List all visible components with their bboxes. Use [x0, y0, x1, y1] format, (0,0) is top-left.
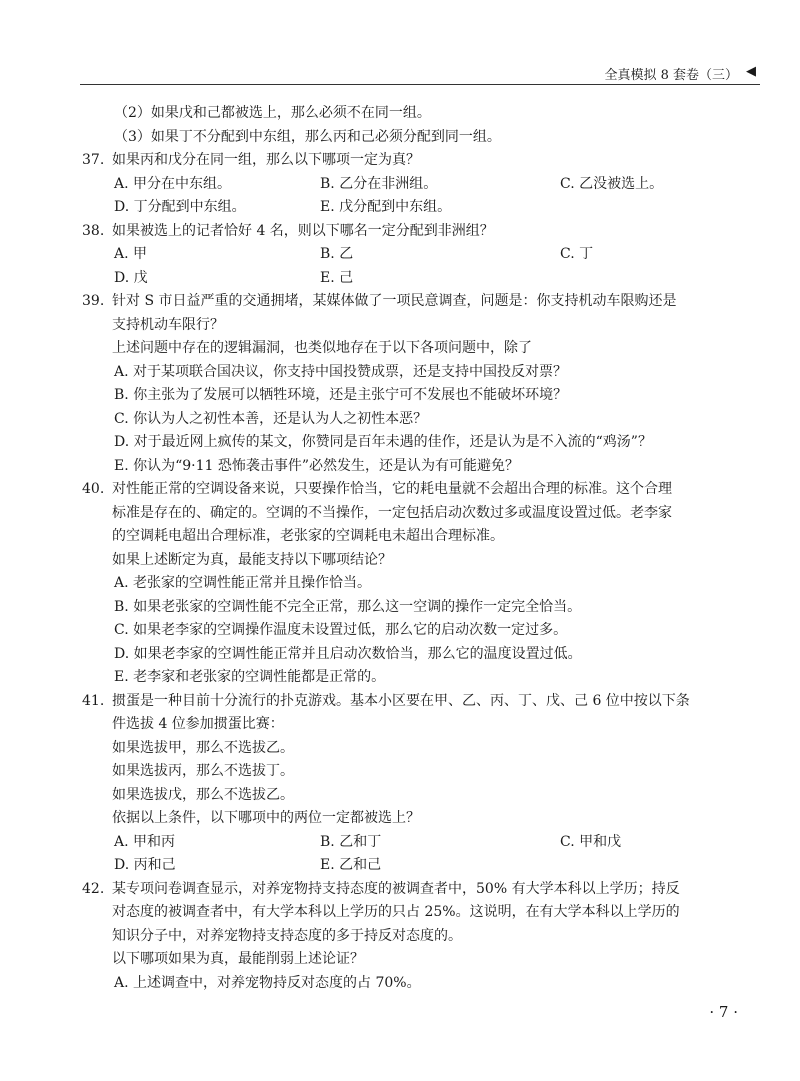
q38-option-d: D. 戊: [114, 269, 148, 286]
page-content: [82, 102, 752, 995]
question-text: 对态度的被调查者中，有大学本科以上学历的只占 25%。这说明，在有大学本科以上学历的: [112, 904, 680, 920]
question-number: 41.: [82, 692, 105, 709]
question-text: 某专项问卷调查显示，对养宠物持支持态度的被调查者中，50% 有大学本科以上学历；持反: [112, 880, 680, 897]
question-number: 40.: [82, 481, 105, 497]
condition-3: （3）如果丁不分配到中东组，那么丙和己必须分配到同一组。: [114, 128, 501, 145]
q39-option-a: A. 对于某项联合国决议，你支持中国投赞成票，还是支持中国投反对票？: [114, 363, 568, 380]
q40-option-a: A. 老张家的空调性能正常并且操作恰当。: [114, 575, 372, 591]
question-42-stem: [82, 878, 752, 902]
q40-option-b: B. 如果老张家的空调性能不完全正常，那么这一空调的操作一定完全恰当。: [114, 598, 582, 615]
q37-option-a: A. 甲分在中东组。: [114, 175, 232, 192]
q40-option-c: C. 如果老李家的空调操作温度未设置过低，那么它的启动次数一定过多。: [114, 622, 568, 638]
question-text-line: [82, 948, 752, 972]
condition-2: （2）如果戊和己都被选上，那么必须不在同一组。: [114, 105, 431, 121]
q40-option-e: E. 老李家和老张家的空调性能都是正常的。: [114, 669, 386, 685]
question-text: 如果选拔丙，那么不选拔丁。: [112, 763, 294, 779]
q38-option-a: A. 甲: [114, 246, 148, 262]
q39-option-d: D. 对于最近网上疯传的某文，你赞同是百年未遇的佳作，还是认为是不入流的“鸡汤”？: [114, 434, 652, 450]
question-text-line: [82, 713, 752, 737]
option-row: [82, 243, 752, 267]
question-text-line: [82, 337, 752, 361]
question-text: 标准是存在的、确定的。空调的不当操作，一定包括启动次数过多或温度设置过低。老李家: [112, 504, 672, 521]
question-39-stem: [82, 290, 752, 314]
q38-option-b: B. 乙: [320, 246, 354, 262]
question-38-stem: [82, 220, 752, 244]
question-text-line: [82, 901, 752, 925]
option-row: [82, 831, 752, 855]
option-row: [82, 196, 752, 220]
question-41-stem: [82, 690, 752, 714]
question-text-line: [82, 760, 752, 784]
q41-option-a: A. 甲和丙: [114, 833, 176, 850]
question-text-line: [82, 525, 752, 549]
q41-option-c: C. 甲和戊: [560, 833, 622, 850]
question-text: 件选拔 4 位参加掼蛋比赛：: [112, 716, 284, 732]
question-number: 42.: [82, 880, 105, 897]
question-text: 支持机动车限行？: [112, 316, 224, 333]
q39-option-b: B. 你主张为了发展可以牺牲环境，还是主张宁可不发展也不能破坏环境？: [114, 387, 568, 403]
question-text: 如果被选上的记者恰好 4 名，则以下哪名一定分配到非洲组？: [112, 222, 494, 239]
question-number: 38.: [82, 222, 105, 239]
option-row: [82, 267, 752, 291]
question-text: 上述问题中存在的逻辑漏洞，也类似地存在于以下各项问题中，除了: [112, 340, 532, 356]
question-text: 如果选拔戊，那么不选拔乙。: [112, 786, 294, 803]
q39-option-e: E. 你认为“9·11 恐怖袭击事件”必然发生，还是认为有可能避免？: [114, 457, 520, 474]
question-number: 39.: [82, 293, 105, 309]
header-title: 全真模拟 8 套卷（三）: [604, 68, 738, 83]
q41-option-d: D. 丙和己: [114, 857, 176, 873]
q41-option-e: E. 乙和己: [320, 857, 382, 873]
q41-option-b: B. 乙和丁: [320, 833, 382, 850]
question-text: 对性能正常的空调设备来说，只要操作恰当，它的耗电量就不会超出合理的标准。这个合理: [112, 481, 672, 497]
option-row: [82, 173, 752, 197]
question-text-line: [82, 925, 752, 949]
q37-option-c: C. 乙没被选上。: [560, 175, 664, 192]
q38-option-c: C. 丁: [560, 246, 594, 262]
question-text: 的空调耗电超出合理标准，老张家的空调耗电未超出合理标准。: [112, 528, 504, 544]
header-rule: [80, 84, 760, 85]
question-text-line: [82, 314, 752, 338]
page-number: · 7 ·: [709, 1003, 738, 1021]
question-text: 知识分子中，对养宠物持支持态度的多于持反对态度的。: [112, 927, 462, 944]
question-text: 以下哪项如果为真，最能削弱上述论证？: [112, 951, 364, 967]
q38-option-e: E. 己: [320, 269, 354, 286]
question-number: 37.: [82, 152, 105, 168]
q39-option-c: C. 你认为人之初性本善，还是认为人之初性本恶？: [114, 410, 428, 427]
option-row: [82, 854, 752, 878]
q37-option-e: E. 戊分配到中东组。: [320, 199, 452, 215]
question-text: 如果丙和戊分在同一组，那么以下哪项一定为真？: [112, 152, 420, 168]
question-text: 如果上述断定为真，最能支持以下哪项结论？: [112, 551, 392, 568]
question-text-line: [82, 784, 752, 808]
question-text-line: [82, 807, 752, 831]
question-text-line: [82, 737, 752, 761]
question-37-stem: [82, 149, 752, 173]
left-arrow-icon: ◀: [746, 64, 756, 79]
question-text: 依据以上条件，以下哪项中的两位一定都被选上？: [112, 810, 420, 826]
q37-option-d: D. 丁分配到中东组。: [114, 199, 246, 215]
q37-option-b: B. 乙分在非洲组。: [320, 175, 438, 192]
question-text-line: [82, 549, 752, 573]
q42-option-a: A. 上述调查中，对养宠物持反对态度的占 70%。: [114, 974, 421, 991]
q40-option-d: D. 如果老李家的空调性能正常并且启动次数恰当，那么它的温度设置过低。: [114, 645, 582, 662]
question-40-stem: [82, 478, 752, 502]
question-text: 针对 S 市日益严重的交通拥堵，某媒体做了一项民意调查，问题是：你支持机动车限购还是: [112, 293, 677, 309]
question-text: 掼蛋是一种目前十分流行的扑克游戏。基本小区要在甲、乙、丙、丁、戊、己 6 位中按以下条: [112, 692, 690, 709]
question-text-line: [82, 502, 752, 526]
question-text: 如果选拔甲，那么不选拔乙。: [112, 739, 294, 756]
page-header: [80, 62, 760, 84]
